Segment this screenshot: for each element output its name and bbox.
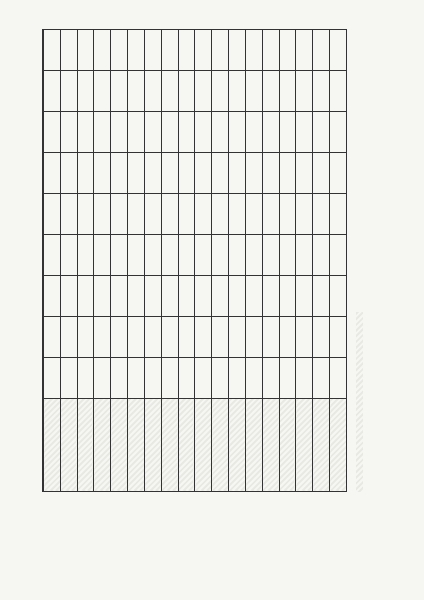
value-cell [178, 235, 195, 276]
value-cell [330, 194, 347, 235]
table-row [313, 30, 330, 492]
value-cell [128, 358, 145, 399]
value-cell [60, 194, 77, 235]
value-cell [279, 276, 296, 317]
department-cell [94, 399, 111, 492]
value-cell [330, 235, 347, 276]
value-cell [77, 71, 94, 112]
value-cell [161, 235, 178, 276]
value-cell [229, 276, 246, 317]
value-cell [245, 235, 262, 276]
value-cell [279, 317, 296, 358]
table-row [178, 30, 195, 492]
value-cell [77, 317, 94, 358]
value-cell [161, 112, 178, 153]
value-cell [144, 30, 161, 71]
value-cell [330, 112, 347, 153]
value-cell [262, 153, 279, 194]
value-cell [161, 276, 178, 317]
table-row [60, 30, 77, 492]
value-cell [229, 194, 246, 235]
value-cell [111, 358, 128, 399]
value-cell [44, 112, 61, 153]
value-cell [178, 358, 195, 399]
value-cell [44, 71, 61, 112]
value-cell [296, 317, 313, 358]
value-cell [44, 30, 61, 71]
value-cell [195, 317, 212, 358]
value-cell [44, 194, 61, 235]
department-cell [60, 399, 77, 492]
value-cell [94, 30, 111, 71]
value-cell [262, 235, 279, 276]
value-cell [296, 235, 313, 276]
value-cell [330, 317, 347, 358]
value-cell [279, 235, 296, 276]
value-cell [94, 235, 111, 276]
value-cell [212, 112, 229, 153]
value-cell [128, 317, 145, 358]
department-cell [178, 399, 195, 492]
value-cell [144, 153, 161, 194]
value-cell [296, 276, 313, 317]
value-cell [212, 276, 229, 317]
department-cell [77, 399, 94, 492]
value-cell [178, 276, 195, 317]
department-cell [144, 399, 161, 492]
table-row [229, 30, 246, 492]
value-cell [178, 112, 195, 153]
value-cell [144, 112, 161, 153]
value-cell [161, 194, 178, 235]
value-cell [279, 153, 296, 194]
value-cell [279, 194, 296, 235]
table-row [44, 30, 61, 492]
value-cell [195, 71, 212, 112]
value-cell [60, 112, 77, 153]
value-cell [94, 194, 111, 235]
value-cell [296, 358, 313, 399]
value-cell [212, 235, 229, 276]
department-cell [212, 399, 229, 492]
value-cell [178, 153, 195, 194]
table-row [245, 30, 262, 492]
value-cell [262, 71, 279, 112]
value-cell [212, 153, 229, 194]
table-row [77, 30, 94, 492]
value-cell [229, 71, 246, 112]
value-cell [144, 358, 161, 399]
department-cell [128, 399, 145, 492]
value-cell [128, 153, 145, 194]
value-cell [60, 235, 77, 276]
value-cell [128, 194, 145, 235]
value-cell [94, 71, 111, 112]
value-cell [111, 235, 128, 276]
value-cell [262, 358, 279, 399]
value-cell [178, 30, 195, 71]
department-cell [161, 399, 178, 492]
value-cell [77, 276, 94, 317]
value-cell [161, 71, 178, 112]
value-cell [229, 153, 246, 194]
value-cell [111, 153, 128, 194]
value-cell [60, 30, 77, 71]
value-cell [128, 30, 145, 71]
value-cell [330, 71, 347, 112]
value-cell [262, 30, 279, 71]
department-cell [313, 399, 330, 492]
value-cell [262, 317, 279, 358]
value-cell [212, 358, 229, 399]
value-cell [279, 112, 296, 153]
value-cell [296, 194, 313, 235]
value-cell [195, 235, 212, 276]
table-row [279, 30, 296, 492]
value-cell [161, 153, 178, 194]
value-cell [94, 358, 111, 399]
value-cell [111, 71, 128, 112]
value-cell [212, 317, 229, 358]
value-cell [178, 194, 195, 235]
value-cell [245, 276, 262, 317]
value-cell [262, 276, 279, 317]
value-cell [313, 235, 330, 276]
value-cell [330, 30, 347, 71]
value-cell [245, 112, 262, 153]
department-cell [195, 399, 212, 492]
value-cell [128, 235, 145, 276]
table-row [296, 30, 313, 492]
value-cell [313, 71, 330, 112]
value-cell [195, 194, 212, 235]
value-cell [44, 358, 61, 399]
footnote [354, 68, 365, 492]
value-cell [128, 276, 145, 317]
value-cell [262, 112, 279, 153]
value-cell [111, 317, 128, 358]
value-cell [279, 358, 296, 399]
value-cell [296, 153, 313, 194]
illegible-text [356, 312, 363, 492]
value-cell [144, 194, 161, 235]
value-cell [111, 194, 128, 235]
value-cell [144, 71, 161, 112]
table-row [128, 30, 145, 492]
table-row [212, 30, 229, 492]
value-cell [279, 71, 296, 112]
value-cell [195, 153, 212, 194]
value-cell [229, 317, 246, 358]
department-cell [229, 399, 246, 492]
value-cell [229, 235, 246, 276]
value-cell [94, 153, 111, 194]
value-cell [128, 112, 145, 153]
table-row [262, 30, 279, 492]
table-row [94, 30, 111, 492]
value-cell [262, 194, 279, 235]
allocation-table [42, 29, 347, 492]
value-cell [77, 30, 94, 71]
value-cell [94, 276, 111, 317]
value-cell [313, 276, 330, 317]
value-cell [77, 194, 94, 235]
department-cell [330, 399, 347, 492]
value-cell [212, 194, 229, 235]
value-cell [111, 112, 128, 153]
value-cell [195, 276, 212, 317]
value-cell [60, 153, 77, 194]
department-cell [296, 399, 313, 492]
table-row [195, 30, 212, 492]
value-cell [296, 112, 313, 153]
value-cell [44, 153, 61, 194]
department-cell [279, 399, 296, 492]
value-cell [195, 358, 212, 399]
value-cell [313, 194, 330, 235]
value-cell [77, 112, 94, 153]
value-cell [44, 235, 61, 276]
value-cell [144, 235, 161, 276]
value-cell [229, 358, 246, 399]
value-cell [313, 112, 330, 153]
value-cell [296, 30, 313, 71]
table-body [44, 30, 347, 492]
department-cell [245, 399, 262, 492]
value-cell [144, 317, 161, 358]
table-row [111, 30, 128, 492]
table-row [144, 30, 161, 492]
value-cell [245, 153, 262, 194]
value-cell [94, 317, 111, 358]
value-cell [128, 71, 145, 112]
value-cell [313, 317, 330, 358]
table-row [161, 30, 178, 492]
value-cell [161, 30, 178, 71]
value-cell [77, 358, 94, 399]
value-cell [212, 30, 229, 71]
value-cell [330, 358, 347, 399]
value-cell [44, 276, 61, 317]
value-cell [94, 112, 111, 153]
rotated-page-content [12, 60, 402, 500]
value-cell [60, 276, 77, 317]
value-cell [330, 276, 347, 317]
value-cell [279, 30, 296, 71]
value-cell [178, 71, 195, 112]
value-cell [245, 30, 262, 71]
value-cell [313, 358, 330, 399]
value-cell [111, 276, 128, 317]
value-cell [330, 153, 347, 194]
value-cell [60, 71, 77, 112]
value-cell [60, 317, 77, 358]
value-cell [111, 30, 128, 71]
value-cell [245, 71, 262, 112]
value-cell [60, 358, 77, 399]
value-cell [245, 358, 262, 399]
value-cell [161, 358, 178, 399]
value-cell [195, 112, 212, 153]
department-cell [262, 399, 279, 492]
value-cell [144, 276, 161, 317]
table-row [330, 30, 347, 492]
department-cell [44, 399, 61, 492]
value-cell [245, 317, 262, 358]
value-cell [313, 30, 330, 71]
value-cell [161, 317, 178, 358]
value-cell [77, 235, 94, 276]
value-cell [212, 71, 229, 112]
value-cell [44, 317, 61, 358]
value-cell [178, 317, 195, 358]
value-cell [229, 30, 246, 71]
department-cell [111, 399, 128, 492]
value-cell [313, 153, 330, 194]
value-cell [296, 71, 313, 112]
value-cell [229, 112, 246, 153]
value-cell [195, 30, 212, 71]
value-cell [77, 153, 94, 194]
value-cell [245, 194, 262, 235]
